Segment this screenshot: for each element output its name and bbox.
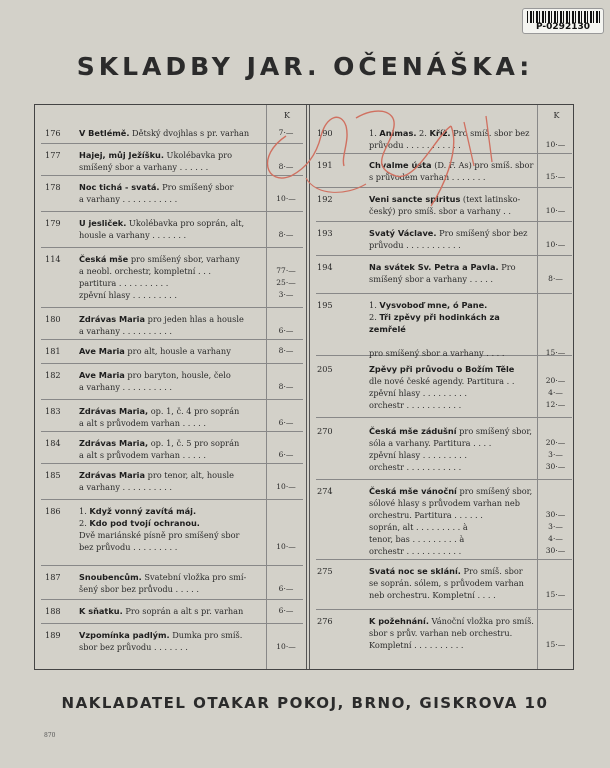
- catalog-number: 188: [45, 606, 61, 616]
- price-value: 8·—: [278, 162, 294, 171]
- catalog-number: 186: [45, 506, 61, 516]
- entry-description: [79, 629, 264, 653]
- price-value: 15·—: [545, 172, 566, 181]
- entry-line: Zpěvy při průvodu o Božím Těle: [369, 364, 515, 374]
- catalog-number: 181: [45, 346, 61, 356]
- entry-description: [79, 127, 264, 139]
- price-value: 15·—: [545, 348, 566, 357]
- catalog-number: 205: [317, 364, 333, 374]
- entry-line: sbor bez průvodu . . . . . . .: [79, 642, 188, 652]
- entry-description: [369, 363, 535, 411]
- entry-line: a varhany . . . . . . . . . .: [79, 382, 173, 392]
- catalog-number: 190: [317, 128, 333, 138]
- price-value: 25·—: [276, 278, 296, 287]
- entry-line: Chvalme ústa (D. F. As) pro smíš. sbor: [369, 160, 534, 170]
- entry-line: Zdrávas Maria pro tenor, alt, housle: [79, 470, 234, 480]
- catalog-number: 193: [317, 228, 333, 238]
- entry-line: a varhany . . . . . . . . . . .: [79, 194, 178, 204]
- price-value: 10·—: [545, 206, 566, 215]
- catalog-number: 178: [45, 182, 61, 192]
- entry-description: [369, 425, 535, 473]
- price-value: 20·—: [545, 376, 566, 385]
- entry-separator: [316, 559, 572, 560]
- right-column: [310, 105, 574, 669]
- entry-line: Noc tichá - svatá. Pro smíšený sbor: [79, 182, 234, 192]
- catalog-number: 179: [45, 218, 61, 228]
- catalog-code: P-0292130: [535, 22, 590, 32]
- print-mark: 870: [44, 732, 56, 739]
- entry-line: zemřelé: [369, 324, 406, 334]
- entry-description: [79, 405, 264, 429]
- entry-line: 1. Vysvoboď mne, ó Pane.: [369, 300, 488, 310]
- price-value: 10·—: [276, 542, 296, 551]
- entry-separator: [41, 463, 303, 464]
- entry-line: K požehnání. Vánoční vložka pro smíš.: [369, 616, 534, 626]
- price-value: 10·—: [276, 194, 296, 203]
- entry-line: Snoubencům. Svatební vložka pro smí-: [79, 572, 247, 582]
- entry-separator: [41, 623, 303, 624]
- entry-description: [369, 261, 535, 285]
- entry-separator: [41, 431, 303, 432]
- entry-line: Dvě mariánské písně pro smíšený sbor: [79, 530, 240, 540]
- catalog-number: 275: [317, 566, 333, 576]
- entry-line: zpěvní hlasy . . . . . . . . .: [369, 388, 467, 398]
- entry-line: housle a varhany . . . . . . .: [79, 230, 187, 240]
- price-value: 6·—: [278, 584, 294, 593]
- price-value: 10·—: [276, 482, 296, 491]
- entry-separator: [41, 143, 303, 144]
- entry-line: K sňatku. Pro soprán a alt s pr. varhan: [79, 606, 244, 616]
- entry-separator: [41, 499, 303, 500]
- catalog-number: 180: [45, 314, 61, 324]
- catalog-number: 176: [45, 128, 61, 138]
- entry-line: Na svátek Sv. Petra a Pavla. Pro: [369, 262, 516, 272]
- entry-line: průvodu . . . . . . . . . . .: [369, 240, 461, 250]
- entry-line: U jesliček. Ukolébavka pro soprán, alt,: [79, 218, 245, 228]
- entry-description: [79, 217, 264, 241]
- entry-description: [79, 181, 264, 205]
- entry-line: orchestr . . . . . . . . . . .: [369, 546, 462, 556]
- page-title: SKLADBY JAR. OČENÁŠKA:: [76, 52, 534, 81]
- entry-line: Zdrávas Maria, op. 1, č. 5 pro soprán: [79, 438, 240, 448]
- entry-line: Zdrávas Maria, op. 1, č. 4 pro soprán: [79, 406, 240, 416]
- currency-header: K: [284, 111, 290, 120]
- entry-description: [79, 253, 264, 301]
- catalog-number: 274: [317, 486, 333, 496]
- entry-line: a alt s průvodem varhan . . . . .: [79, 418, 206, 428]
- entry-separator: [316, 609, 572, 610]
- catalog-number: 194: [317, 262, 333, 272]
- entry-line: zpěvní hlasy . . . . . . . . .: [369, 450, 467, 460]
- price-value: 4·—: [548, 534, 563, 543]
- catalog-number: 185: [45, 470, 61, 480]
- price-value: 4·—: [548, 388, 563, 397]
- entry-line: Kompletní . . . . . . . . . .: [369, 640, 464, 650]
- price-value: 15·—: [545, 640, 566, 649]
- entry-line: sóla a varhany. Partitura . . . .: [369, 438, 492, 448]
- price-value: 6·—: [278, 418, 294, 427]
- entry-line: smíšený sbor a varhany . . . . .: [369, 274, 494, 284]
- entry-line: zpěvní hlasy . . . . . . . . .: [79, 290, 177, 300]
- catalog-number: 195: [317, 300, 333, 310]
- price-value: 8·—: [278, 382, 294, 391]
- price-value: 30·—: [545, 462, 566, 471]
- price-value: 10·—: [545, 140, 566, 149]
- entry-line: orchestr . . . . . . . . . . .: [369, 462, 462, 472]
- entry-line: s průvodem varhan . . . . . . .: [369, 172, 486, 182]
- entry-line: neb orchestru. Kompletní . . . .: [369, 590, 496, 600]
- price-value: 30·—: [545, 510, 566, 519]
- entry-line: a alt s průvodem varhan . . . . .: [79, 450, 206, 460]
- entry-line: V Betlémě. Dětský dvojhlas s pr. varhan: [79, 128, 250, 138]
- entry-separator: [41, 211, 303, 212]
- entry-separator: [41, 363, 303, 364]
- entry-line: bez průvodu . . . . . . . . .: [79, 542, 178, 552]
- entry-line: tenor, bas . . . . . . . . . à: [369, 534, 465, 544]
- entry-description: [369, 615, 535, 651]
- catalog-number: 189: [45, 630, 61, 640]
- entry-line: Svatá noc se sklání. Pro smíš. sbor: [369, 566, 523, 576]
- entry-separator: [316, 417, 572, 418]
- entry-line: a varhany . . . . . . . . . .: [79, 482, 173, 492]
- price-value: 10·—: [545, 240, 566, 249]
- entry-line: průvodu . . . . . . . . . . .: [369, 140, 461, 150]
- entry-line: orchestr . . . . . . . . . . .: [369, 400, 462, 410]
- entry-description: [79, 437, 264, 461]
- price-value: 6·—: [278, 326, 294, 335]
- entry-line: a varhany . . . . . . . . . .: [79, 326, 173, 336]
- entry-line: dle nové české agendy. Partitura . .: [369, 376, 515, 386]
- entry-separator: [41, 247, 303, 248]
- catalog-number: 177: [45, 150, 61, 160]
- price-value: 8·—: [278, 346, 294, 355]
- price-value: 30·—: [545, 546, 566, 555]
- entry-line: se soprán. sólem, s průvodem varhan: [369, 578, 524, 588]
- entry-line: šený sbor bez průvodu . . . . .: [79, 584, 199, 594]
- entry-separator: [316, 187, 572, 188]
- catalog-sticker: [522, 8, 604, 34]
- price-value: 15·—: [545, 590, 566, 599]
- price-value: 3·—: [548, 522, 563, 531]
- entry-separator: [41, 307, 303, 308]
- entry-line: Svatý Václave. Pro smíšený sbor bez: [369, 228, 528, 238]
- entry-line: [369, 335, 535, 347]
- catalog-number: 184: [45, 438, 61, 448]
- catalog-number: 182: [45, 370, 61, 380]
- entry-separator: [41, 175, 303, 176]
- entry-separator: [316, 479, 572, 480]
- entry-line: 1. Když vonný zavítá máj.: [79, 506, 197, 516]
- left-column: [35, 105, 306, 669]
- price-value: 6·—: [278, 606, 294, 615]
- currency-header: K: [553, 111, 560, 120]
- entry-separator: [316, 221, 572, 222]
- entry-separator: [316, 293, 572, 294]
- entry-description: [79, 469, 264, 493]
- catalog-number: 114: [45, 254, 61, 264]
- price-value: 3·—: [548, 450, 563, 459]
- catalog-number: 187: [45, 572, 61, 582]
- entry-description: [369, 299, 535, 359]
- entry-separator: [41, 339, 303, 340]
- entry-line: Vzpomínka padlým. Dumka pro smíš.: [79, 630, 243, 640]
- catalog-number: 276: [317, 616, 333, 626]
- entry-line: sbor s prův. varhan neb orchestru.: [369, 628, 513, 638]
- price-value: 12·—: [545, 400, 566, 409]
- entry-description: [369, 193, 535, 217]
- entry-line: 1. Animas. 2. Kříž. Pro smíš. sbor bez: [369, 128, 530, 138]
- entry-description: [79, 369, 264, 393]
- entry-line: 2. Kdo pod tvojí ochranou.: [79, 518, 200, 528]
- price-value: 10·—: [276, 642, 296, 651]
- entry-separator: [316, 255, 572, 256]
- entry-line: Zdrávas Maria pro jeden hlas a housle: [79, 314, 244, 324]
- publisher-footer: NAKLADATEL OTAKAR POKOJ, BRNO, GISKROVA 10: [61, 694, 549, 712]
- entry-description: [369, 565, 535, 601]
- entry-line: sólové hlasy s průvodem varhan neb: [369, 498, 521, 508]
- entry-line: smíšený sbor a varhany . . . . . .: [79, 162, 209, 172]
- entry-description: [369, 159, 535, 183]
- entry-description: [79, 571, 264, 595]
- entry-description: [79, 345, 264, 357]
- entry-line: Hajej, můj Ježíšku. Ukolébavka pro: [79, 150, 233, 160]
- entry-line: Česká mše pro smíšený sbor, varhany: [79, 254, 240, 264]
- price-value: 77·—: [276, 266, 296, 275]
- entry-line: Česká mše vánoční pro smíšený sbor,: [369, 486, 533, 496]
- entry-description: [79, 313, 264, 337]
- entry-description: [79, 149, 264, 173]
- entry-separator: [41, 565, 303, 566]
- entry-description: [79, 605, 264, 617]
- entry-separator: [316, 153, 572, 154]
- catalog-number: 191: [317, 160, 333, 170]
- entry-description: [369, 227, 535, 251]
- entry-description: [369, 485, 535, 557]
- entry-line: Veni sancte spiritus (text latinsko-: [369, 194, 521, 204]
- price-value: 8·—: [548, 274, 563, 283]
- entry-line: Ave Maria pro baryton, housle, čelo: [79, 370, 231, 380]
- entry-description: [79, 505, 264, 553]
- entry-line: český) pro smíš. sbor a varhany . .: [369, 206, 511, 216]
- catalog-number: 192: [317, 194, 333, 204]
- price-value: 20·—: [545, 438, 566, 447]
- price-value: 8·—: [278, 230, 294, 239]
- entry-separator: [41, 599, 303, 600]
- price-value: 6·—: [278, 450, 294, 459]
- entry-separator: [41, 399, 303, 400]
- entry-line: partitura . . . . . . . . . .: [79, 278, 169, 288]
- entry-line: 2. Tři zpěvy při hodinkách za: [369, 312, 500, 322]
- entry-line: Ave Maria pro alt, housle a varhany: [79, 346, 231, 356]
- catalog-number: 183: [45, 406, 61, 416]
- entry-description: [369, 127, 535, 151]
- catalog-number: 270: [317, 426, 333, 436]
- catalog-frame: [34, 104, 574, 670]
- entry-line: pro smíšený sbor a varhany . . . .: [369, 348, 505, 358]
- entry-line: a neobl. orchestr, kompletní . . .: [79, 266, 212, 276]
- entry-line: soprán, alt . . . . . . . . . à: [369, 522, 468, 532]
- entry-line: Česká mše zádušní pro smíšený sbor,: [369, 426, 532, 436]
- price-value: 7·—: [278, 128, 294, 137]
- entry-line: orchestru. Partitura . . . . . .: [369, 510, 483, 520]
- price-value: 3·—: [278, 290, 294, 299]
